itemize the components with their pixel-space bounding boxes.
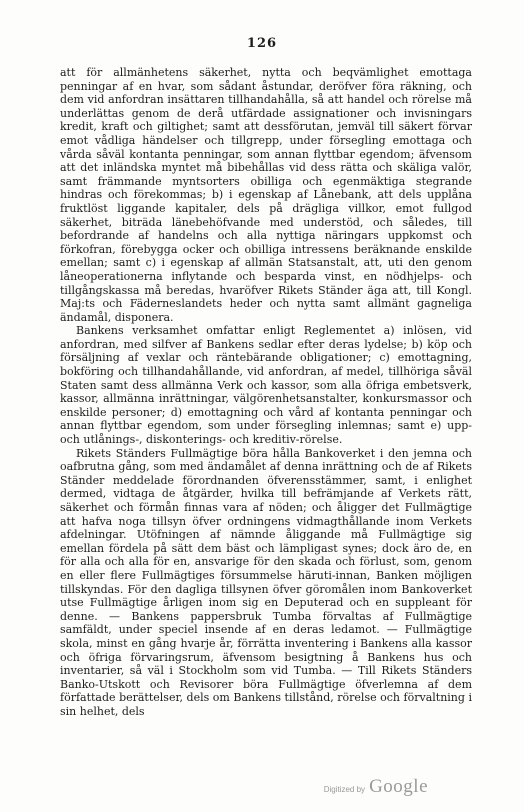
paragraph-2: Bankens verksamhet omfattar enligt Reglementet a) inlösen, vid anfordran, med silfver af Bankens sedlar efter deras lydelse; b) köp och försäljning af vexlar och räntebärande obligationer; c) emottagning, bokföring och tillhandahållande, vid anfordran, af medel, tillhöriga såväl Staten samt dess allmänna Verk och kassor, som alla öfriga embetsverk, kassor, allmänna inrättningar, välgörenhetsanstalter, konkursmassor och enskilde personer; d) emottagning och vård af kontanta penningar och annan flyttbar egendom, som under försegling inlemnas; samt e) upp- och utlånings-, diskonterings- och kreditiv-rörelse.: [60, 324, 472, 447]
body-text: [60, 66, 472, 719]
paragraph-3: Rikets Ständers Fullmägtige böra hålla Bankoverket i den jemna och oafbrutna gång, som med ändamålet af denna inrättning och de af Rikets Ständer meddelade förordnanden öfverensstämmer, samt, i enlighet dermed, vidtaga de åtgärder, hvilka till befrämjande af Verkets rätt, säkerhet och förmån finnas vara af nöden; och åligger det Fullmägtige att hafva noga tillsyn öfver ordningens vidmagthållande inom Verkets afdelningar. Utöfningen af nämnde åliggande må Fullmägtige sig emellan fördela på sätt dem bäst och lämpligast synes; dock äro de, en för alla och alla för en, ansvarige för den skada och förlust, som, genom en eller flere Fullmägtiges försummelse häruti-innan, Banken möjligen tillskyndas. För den dagliga tillsynen öfver göromålen inom Bankoverket utse Fullmägtige årligen inom sig en Deputerad och en suppleant för denne. — Bankens pappersbruk Tumba förvaltas af Fullmägtige samfäldt, under speciel insende af en deras ledamot. — Fullmägtige skola, minst en gång hvarje år, förrätta inventering i Bankens alla kassor och öfriga förvaringsrum, äfvensom besigtning å Bankens hus och inventarier, så väl i Stockholm som vid Tumba. — Till Rikets Ständers Banko-Utskott och Revisorer böra Fullmägtige öfverlemna af dem författade berättelser, dels om Bankens tillstånd, rörelse och förvaltning i sin helhet, dels: [60, 446, 472, 718]
page-number: 126: [246, 36, 278, 51]
watermark-prefix: Digitized by: [323, 785, 366, 794]
paragraph-1: att för allmänhetens säkerhet, nytta och beqvämlighet emottaga penningar af en hvar, som sådant åstundar, deröfver föra räkning, och dem vid anfordran insättaren tillhandahålla, så att handel och rörelse må underlättas genom de derå utfärdade assignationer och invisningars kredit, kraft och giltighet; samt att dessförutan, jemväl till säkert förvar emot vådliga händelser och tillgrepp, under försegling emottaga och vårda såväl kontanta penningar, som annan flyttbar egendom; äfvensom att det inländska myntet må bibehållas vid dess rätta och skäliga valör, samt främmande myntsorters obilliga och egenmäktiga stegrande hindras och förekommas; b) i egenskap af Lånebank, att dels upplåna fruktlöst liggande kapitaler, dels på drägliga villkor, emot fullgod säkerhet, biträda länebehöfvande med understöd, och således, till befordrande af handelns och alla nyttiga näringars uppkomst och förkofran, förebygga ocker och obilliga intressens beräknande enskilde emellan; samt c) i egenskap af allmän Statsanstalt, att, uti den genom låneoperationerna inflytande och besparda vinst, en nödhjelps- och tillgångskassa må beredas, hvaröfver Rikets Ständer äga att, till Kongl. Maj:ts och Fäderneslandets heder och nytta samt allmänt gagneliga ändamål, disponera.: [60, 66, 472, 324]
digitized-watermark: [324, 776, 428, 798]
google-logo: Google: [369, 776, 428, 797]
